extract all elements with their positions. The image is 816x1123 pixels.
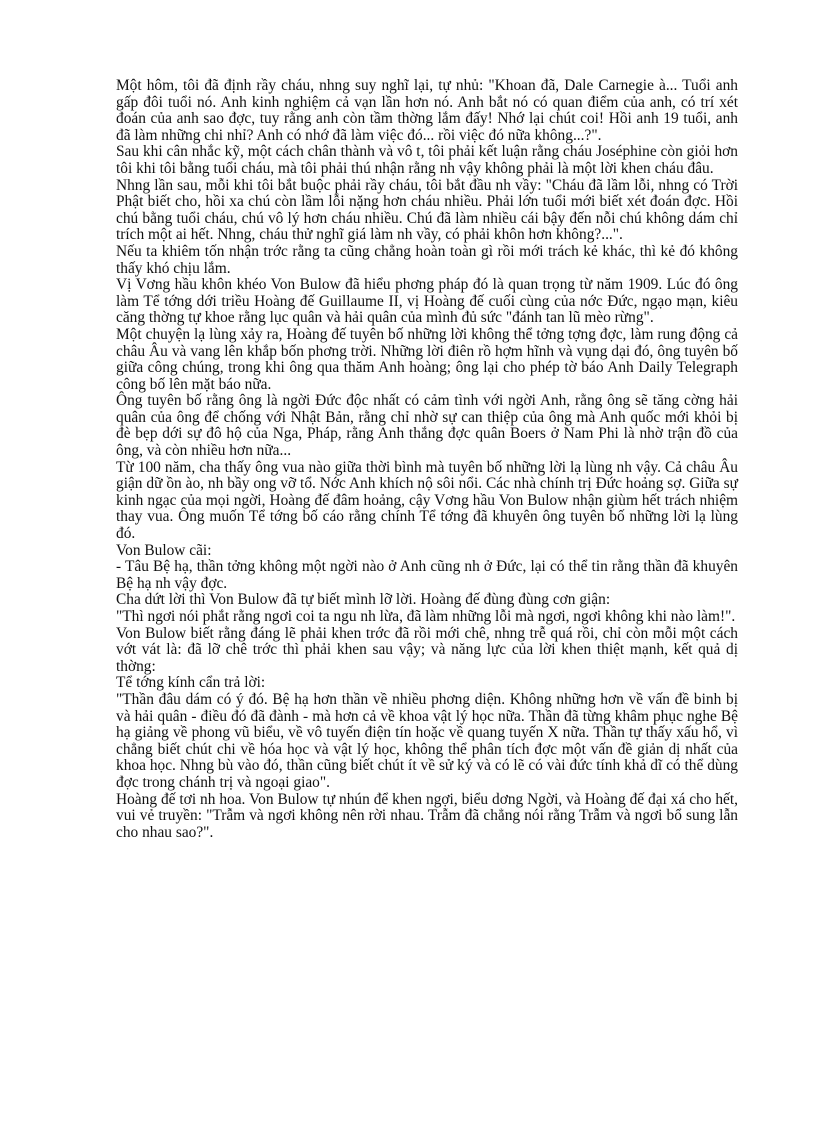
paragraph: Von Bulow cãi: [116,541,212,559]
paragraph: Hoàng đế tơi nh hoa. Von Bulow tự nhún để khen ngợi, biểu dơng Ngời, và Hoàng đế đại xá cho hết, vui vẻ truyền: "Trẫm và ngơi không nên rời nhau. Trẫm đã chẳng nói rằng Trẫm và ngơi bổ sung lẫn cho nhau sao?". [116,790,738,841]
paragraph: Vị Vơng hầu khôn khéo Von Bulow đã hiểu phơng pháp đó là quan trọng từ năm 1909. Lúc đó ông làm Tể tớng dới triều Hoàng đế Guillaume II, vị Hoàng đế cuối cùng của nớc Đức, ngạo mạn, kiêu căng thờng tự khoe rằng lục quân và hải quân của mình đủ sức "đánh tan lũ mèo rừng". [116,276,738,327]
paragraph: "Thì ngơi nói phắt rằng ngơi coi ta ngu nh lừa, đã làm những lỗi mà ngơi, ngơi không khi nào làm!". [116,608,736,625]
paragraph: Von Bulow biết rằng đáng lẽ phải khen trớc đã rồi mới chê, nhng trễ quá rồi, chỉ còn mỗi một cách vớt vát là: đã lỡ chê trớc thì phải khen sau vậy; và năng lực của lời khen thiệt mạnh, kết quả dị thờng: [116,624,738,675]
paragraph: "Thần đâu dám có ý đó. Bệ hạ hơn thần về nhiều phơng diện. Không những hơn về vấn đề binh bị và hải quân - điều đó đã đành - mà hơn cả về khoa vật lý học nữa. Thần đã từng khâm phục nghe Bệ hạ giảng về phong vũ biểu, về vô tuyến điện tín hoặc về quang tuyến X nữa. Thần tự thấy xấu hổ, vì chẳng biết chút chi về hóa học và vật lý học, không thể phân tích đợc một vấn đề giản dị nhất của khoa học. Nhng bù vào đó, thần cũng biết chút ít về sử ký và có lẽ có vài đức tính khả dĩ có thể dùng đợc trong chánh trị và ngoại giao". [116,690,738,791]
paragraph: Một hôm, tôi đã định rầy cháu, nhng suy nghĩ lại, tự nhủ: "Khoan đã, Dale Carnegie à... Tuổi anh gấp đôi tuổi nó. Anh kinh nghiệm cả vạn lần hơn nó. Anh bắt nó có quan điểm của anh, có trí xét đoán của anh sao đợc, tuy rằng anh còn tầm thờng lắm đấy! Nhớ lại chút coi! Hồi anh 19 tuổi, anh đã làm những chi nhỉ? Anh có nhớ đã làm việc đó... rồi việc đó nữa không...?". [116,77,738,144]
paragraph: Từ 100 năm, cha thấy ông vua nào giữa thời bình mà tuyên bố những lời lạ lùng nh vậy. Cả châu Âu giận dữ ồn ào, nh bầy ong vỡ tổ. Nớc Anh khích nộ sôi nổi. Các nhà chính trị Đức hoảng sợ. Giữa sự kinh ngạc của mọi ngời, Hoàng đế đâm hoảng, cậy Vơng hầu Von Bulow nhận giùm hết trách nhiệm thay vua. Ông muốn Tể tớng bố cáo rằng chính Tể tớng đã khuyên ông tuyên bố những lời lạ lùng đó. [116,458,738,543]
document-page [116,78,738,841]
paragraph: Sau khi cân nhắc kỹ, một cách chân thành và vô t, tôi phải kết luận rằng cháu Joséphine còn giỏi hơn tôi khi tôi bằng tuổi cháu, mà tôi phải thú nhận rằng nh vậy không phải là một lời khen cháu đâu. [116,143,738,177]
paragraph: - Tâu Bệ hạ, thần tởng không một ngời nào ở Anh cũng nh ở Đức, lại có thể tin rằng thần đã khuyên Bệ hạ nh vậy đợc. [116,558,738,592]
paragraph: Nhng lần sau, mỗi khi tôi bắt buộc phải rầy cháu, tôi bắt đầu nh vầy: "Cháu đã lầm lỗi, nhng có Trời Phật biết cho, hồi xa chú còn lầm lỗi nặng hơn cháu nhiều. Phải lớn tuổi mới biết xét đoán đợc. Hồi chú bằng tuổi cháu, chú vô lý hơn cháu nhiều. Chú đã làm nhiều cái bậy đến nỗi chú không dám chỉ trích một ai hết. Nhng, cháu thử nghĩ giá làm nh vầy, có phải khôn hơn không?...". [116,176,738,244]
paragraph: Ông tuyên bố rằng ông là ngời Đức độc nhất có cảm tình với ngời Anh, rằng ông sẽ tăng cờng hải quân của ông để chống với Nhật Bản, rằng chỉ nhờ sự can thiệp của ông mà Anh quốc mới khỏi bị đè bẹp dới sự đô hộ của Nga, Pháp, rằng Anh thắng đợc quân Boers ở Nam Phi là nhờ trận đồ của ông, và còn nhiều hơn nữa... [116,392,738,460]
paragraph: Một chuyện lạ lùng xảy ra, Hoàng đế tuyên bố những lời không thể tởng tợng đợc, làm rung động cả châu Âu và vang lên khắp bốn phơng trời. Những lời điên rồ hợm hĩnh và vụng dại đó, ông tuyên bố giữa công chúng, trong khi ông qua thăm Anh hoàng; ông lại cho phép tờ báo Anh Daily Telegraph công bố lên mặt báo nữa. [116,325,738,393]
paragraph: Nếu ta khiêm tốn nhận trớc rằng ta cũng chẳng hoàn toàn gì rồi mới trách kẻ khác, thì kẻ đó không thấy khó chịu lắm. [116,242,738,277]
paragraph: Tể tớng kính cẩn trả lời: [116,674,266,692]
paragraph: Cha dứt lời thì Von Bulow đã tự biết mình lỡ lời. Hoàng đế đùng đùng cơn giận: [116,591,611,609]
